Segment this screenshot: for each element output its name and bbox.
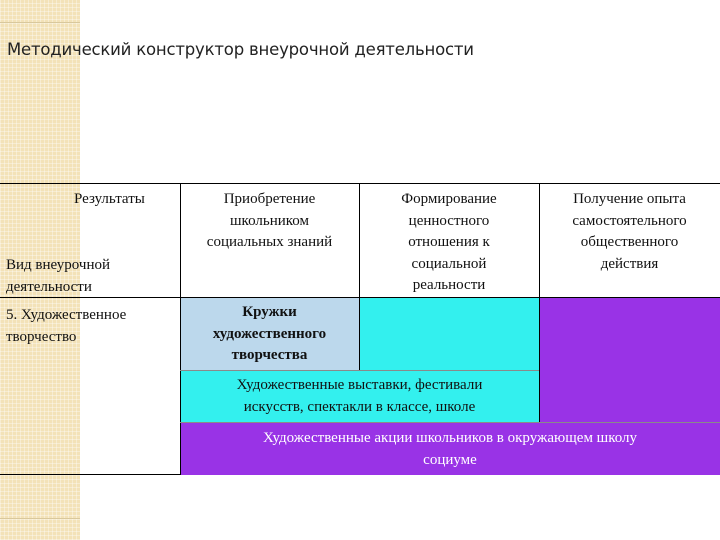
cell-line: Художественные акции школьников в окружающем школу xyxy=(262,430,638,446)
cell-line: художественного xyxy=(212,325,327,342)
header-line: самостоятельного xyxy=(572,212,687,229)
strip-divider xyxy=(0,518,80,519)
header-line: реальности xyxy=(412,277,486,293)
header-line: Получение опыта xyxy=(573,191,686,207)
clubs-cell-text xyxy=(180,302,359,367)
header-line: социальной xyxy=(411,255,487,272)
header-social-action xyxy=(539,189,720,275)
strip-divider xyxy=(0,22,80,23)
cell-divider xyxy=(180,370,539,371)
header-line: отношения к xyxy=(408,234,490,250)
table-border-top xyxy=(0,183,720,184)
row-label-line: творчество xyxy=(6,328,77,345)
header-line: ценностного xyxy=(408,212,490,229)
slide-title: Методический конструктор внеурочной деятельности xyxy=(7,40,474,59)
header-line: школьником xyxy=(230,212,309,229)
social-action-purple-cell xyxy=(539,297,720,422)
row-label-line: 5. Художественное xyxy=(6,307,127,323)
header-activity-type-label xyxy=(6,255,176,298)
cell-line: творчества xyxy=(231,347,308,363)
cell-line: Кружки xyxy=(242,304,297,320)
actions-cell-text xyxy=(180,428,720,471)
value-attitude-cyan-cell xyxy=(359,297,539,370)
row-label-art xyxy=(6,305,178,348)
header-value-attitude xyxy=(359,189,539,297)
header-results-label: Результаты xyxy=(74,191,145,207)
header-activity-type-line: Вид внеурочной xyxy=(6,257,111,273)
header-line: действия xyxy=(600,255,659,272)
cell-line: искусств, спектакли в классе, школе xyxy=(243,398,476,415)
cell-line: Художественные выставки, фестивали xyxy=(236,377,483,393)
table-border-bottom xyxy=(0,474,180,475)
cell-divider xyxy=(180,422,720,423)
header-social-knowledge xyxy=(180,189,359,254)
header-line: социальных знаний xyxy=(206,234,333,250)
header-line: Приобретение xyxy=(223,191,316,207)
header-line: общественного xyxy=(580,234,679,250)
exhibitions-cell-text xyxy=(180,375,539,418)
constructor-table xyxy=(0,183,720,475)
cell-line: социуме xyxy=(423,451,477,468)
header-line: Формирование xyxy=(401,191,497,207)
header-activity-type-line: деятельности xyxy=(6,278,92,295)
